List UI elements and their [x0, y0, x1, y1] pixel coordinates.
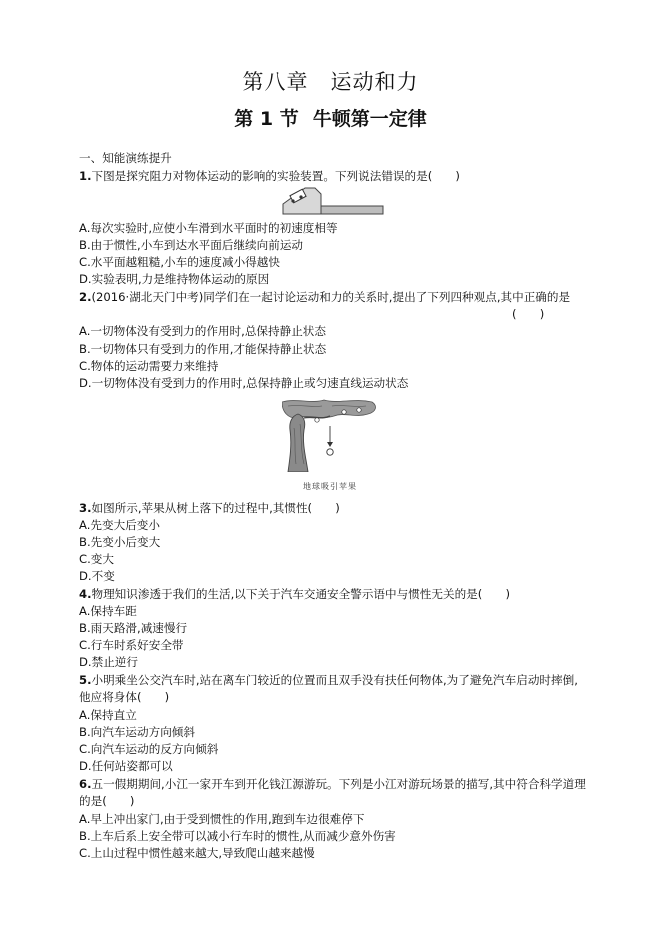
- figure-caption: 地球吸引苹果: [303, 482, 357, 491]
- q6-option-b: B.上车后系上安全带可以减小行车时的惯性,从而减少意外伤害: [79, 829, 396, 843]
- section-title: 牛顿第一定律: [312, 108, 427, 130]
- q2-option-b: B.一切物体只有受到力的作用,才能保持静止状态: [79, 342, 327, 356]
- q3-option-d: D.不变: [79, 569, 115, 583]
- question-text: 下图是探究阻力对物体运动的影响的实验装置。下列说法错误的是( ): [91, 169, 460, 183]
- q4-option-b: B.雨天路滑,减速慢行: [79, 621, 188, 635]
- question-5-stem: [79, 672, 578, 688]
- apple-tree-figure: [282, 398, 380, 472]
- question-text: 物理知识渗透于我们的生活,以下关于汽车交通安全警示语中与惯性无关的是( ): [91, 587, 510, 601]
- section-heading: [0, 104, 661, 131]
- chapter-number: 第八章: [242, 70, 309, 94]
- q5-option-a: A.保持直立: [79, 708, 137, 722]
- chapter-title: 运动和力: [330, 70, 419, 94]
- q5-option-b: B.向汽车运动方向倾斜: [79, 725, 195, 739]
- q1-option-c: C.水平面越粗糙,小车的速度减小得越快: [79, 255, 280, 269]
- question-text: 如图所示,苹果从树上落下的过程中,其惯性( ): [91, 501, 340, 515]
- q3-option-c: C.变大: [79, 552, 114, 566]
- question-5-stem-cont: 他应将身体( ): [79, 690, 170, 704]
- question-1-stem: [79, 168, 460, 184]
- question-number: 3.: [79, 501, 92, 515]
- q3-option-b: B.先变小后变大: [79, 535, 161, 549]
- q6-option-a: A.早上冲出家门,由于受到惯性的作用,跑到车边很难停下: [79, 812, 365, 826]
- q1-option-b: B.由于惯性,小车到达水平面后继续向前运动: [79, 238, 304, 252]
- chapter-heading: [0, 66, 661, 96]
- q4-option-c: C.行车时系好安全带: [79, 638, 184, 652]
- question-number: 5.: [79, 673, 92, 687]
- question-number: 4.: [79, 587, 92, 601]
- question-4-stem: [79, 586, 510, 602]
- question-number: 2.: [79, 290, 92, 304]
- q5-option-c: C.向汽车运动的反方向倾斜: [79, 742, 219, 756]
- q2-option-d: D.一切物体没有受到力的作用时,总保持静止或匀速直线运动状态: [79, 376, 409, 390]
- question-3-stem: [79, 500, 340, 516]
- q6-option-c: C.上山过程中惯性越来越大,导致爬山越来越慢: [79, 846, 315, 860]
- question-number: 1.: [79, 169, 92, 183]
- question-6-stem: [79, 776, 586, 792]
- q5-option-d: D.任何站姿都可以: [79, 759, 173, 773]
- question-2-stem: [79, 289, 570, 305]
- cart-ramp-figure: [281, 186, 385, 218]
- q4-option-a: A.保持车距: [79, 604, 137, 618]
- q2-option-c: C.物体的运动需要力来维持: [79, 359, 219, 373]
- q3-option-a: A.先变大后变小: [79, 518, 160, 532]
- question-number: 6.: [79, 777, 92, 791]
- q2-option-a: A.一切物体没有受到力的作用时,总保持静止状态: [79, 324, 326, 338]
- question-text: 五一假期期间,小江一家开车到开化钱江源游玩。下列是小江对游玩场景的描写,其中符合科学道理: [91, 777, 586, 791]
- q2-answer-paren: ( ): [512, 307, 545, 321]
- section-number: 第 1 节: [234, 108, 299, 130]
- q4-option-d: D.禁止逆行: [79, 655, 138, 669]
- q1-option-a: A.每次实验时,应使小车滑到水平面时的初速度相等: [79, 221, 338, 235]
- question-text: (2016·湖北天门中考)同学们在一起讨论运动和力的关系时,提出了下列四种观点,其中正确的是: [91, 290, 571, 304]
- question-text: 小明乘坐公交汽车时,站在离车门较近的位置而且双手没有扶任何物体,为了避免汽车启动时摔倒,: [91, 673, 578, 687]
- question-6-stem-cont: 的是( ): [79, 794, 135, 808]
- part-title: 一、知能演练提升: [79, 151, 172, 165]
- q1-option-d: D.实验表明,力是维持物体运动的原因: [79, 272, 270, 286]
